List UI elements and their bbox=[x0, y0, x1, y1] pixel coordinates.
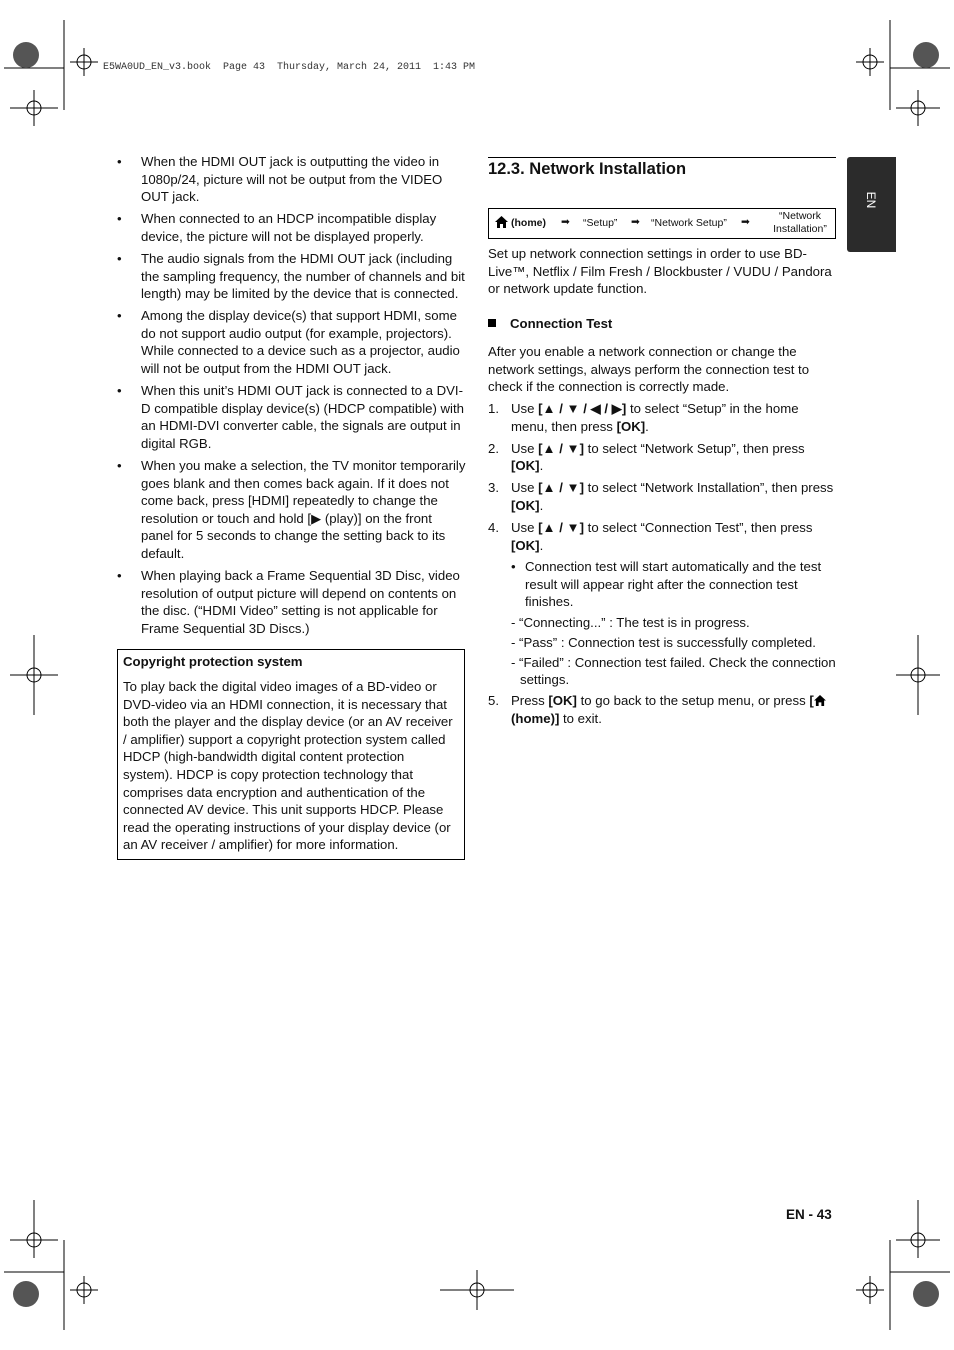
path-home: (home) bbox=[511, 217, 546, 229]
path-network-installation: “Network Installation” bbox=[773, 210, 827, 235]
step-item: 3. Use [▲ / ▼] to select “Network Installation”, then press [OK]. bbox=[488, 480, 834, 513]
list-item: • When playing back a Frame Sequential 3D Disc, video resolution of output picture will depend on contents on the disc. (“HDMI Video” setting is not applicable for Frame Sequential 3D Discs.) bbox=[117, 568, 460, 636]
section-rule bbox=[488, 157, 836, 158]
path-network-setup: “Network Setup” bbox=[651, 217, 727, 229]
copyright-body: To play back the digital video images of a BD-video or DVD-video via an HDMI connection, it is necessary that both the player and the display device (or an AV receiver / amplifier) support a copyright protection system called HDCP (high-bandwidth digital content protection system). HDCP is copy protection technology that comprises data encryption and authentication of the connected AV device. This unit supports HDCP. Please read the operating instructions of your display device (or an AV receiver / amplifier) for more information. bbox=[123, 679, 453, 853]
step-item: 1. Use [▲ / ▼ / ◀ / ▶] to select “Setup” in the home menu, then press [OK]. bbox=[488, 401, 799, 434]
hdmi-notes-list bbox=[117, 153, 467, 642]
step-item: 4. Use [▲ / ▼] to select “Connection Test”, then press [OK]. • Connection test will start automatically and the test result will appear right after the connection test finishes. - “Connecting...” : The test is in progress. - “Pass” : Connection test is successfully completed. - “Failed” : Connection test failed. Check the connection settings. bbox=[488, 520, 836, 687]
arrow-icon: ➡ bbox=[561, 216, 570, 228]
steps-list bbox=[488, 400, 836, 732]
language-tab: EN bbox=[847, 157, 896, 252]
arrow-icon: ➡ bbox=[631, 216, 640, 228]
status-line: - “Pass” : Connection test is successfully completed. bbox=[511, 635, 816, 651]
list-item: • The audio signals from the HDMI OUT jack (including the sampling frequency, the number of channels and bit length) may be limited by the device that is connected. bbox=[117, 250, 465, 302]
page-number: EN - 43 bbox=[786, 1207, 832, 1222]
list-item: • When connected to an HDCP incompatible display device, the picture will not be displayed properly. bbox=[117, 211, 437, 244]
arrow-icon: ➡ bbox=[741, 216, 750, 228]
path-setup: “Setup” bbox=[583, 217, 618, 229]
step-item: 2. Use [▲ / ▼] to select “Network Setup”, then press [OK]. bbox=[488, 440, 805, 474]
list-item: • Connection test will start automatically and the test result will appear right after the connection test finishes. bbox=[511, 559, 822, 610]
sub-heading: Connection Test bbox=[488, 316, 612, 331]
list-item: • When you make a selection, the TV monitor temporarily goes blank and then comes back again. If it does not come back, press [HDMI] repeatedly to change the resolution or touch and hold [▶ (play)] on the front panel for 5 seconds to change the setting back to its default. bbox=[117, 458, 466, 561]
list-item: • When the HDMI OUT jack is outputting the video in 1080p/24, picture will not be output from the VIDEO OUT jack. bbox=[117, 154, 443, 205]
list-item: • When this unit’s HDMI OUT jack is connected to a DVI-D compatible display device(s) (HDCP compatible) with an HDMI-DVI converter cable, the signals are output in digital RGB. bbox=[117, 383, 464, 451]
status-line: - “Connecting...” : The test is in progress. bbox=[511, 615, 750, 631]
home-icon bbox=[814, 693, 826, 708]
list-item: • Among the display device(s) that support HDMI, some do not support audio output (for example, projectors). While connected to a device such as a projector, audio will not be output from the HDMI OUT jack. bbox=[117, 308, 460, 377]
connection-test-intro: After you enable a network connection or change the network settings, always perform the connection test to check if the connection is correctly made. bbox=[488, 344, 810, 395]
file-header: E5WA0UD_EN_v3.book Page 43 Thursday, March 24, 2011 1:43 PM bbox=[103, 62, 476, 73]
copyright-box bbox=[117, 649, 465, 860]
home-icon bbox=[495, 216, 508, 231]
section-intro: Set up network connection settings in order to use BD-Live™, Netflix / Film Fresh / Blockbuster / VUDU / Pandora or network update function. bbox=[488, 246, 832, 297]
copyright-title: Copyright protection system bbox=[123, 654, 303, 669]
menu-path bbox=[488, 208, 836, 239]
step-item: 5. Press [OK] to go back to the setup menu, or press [ (home)] to exit. bbox=[488, 692, 836, 727]
section-title: 12.3. Network Installation bbox=[488, 160, 687, 178]
status-line: - “Failed” : Connection test failed. Check the connection settings. bbox=[511, 655, 836, 687]
